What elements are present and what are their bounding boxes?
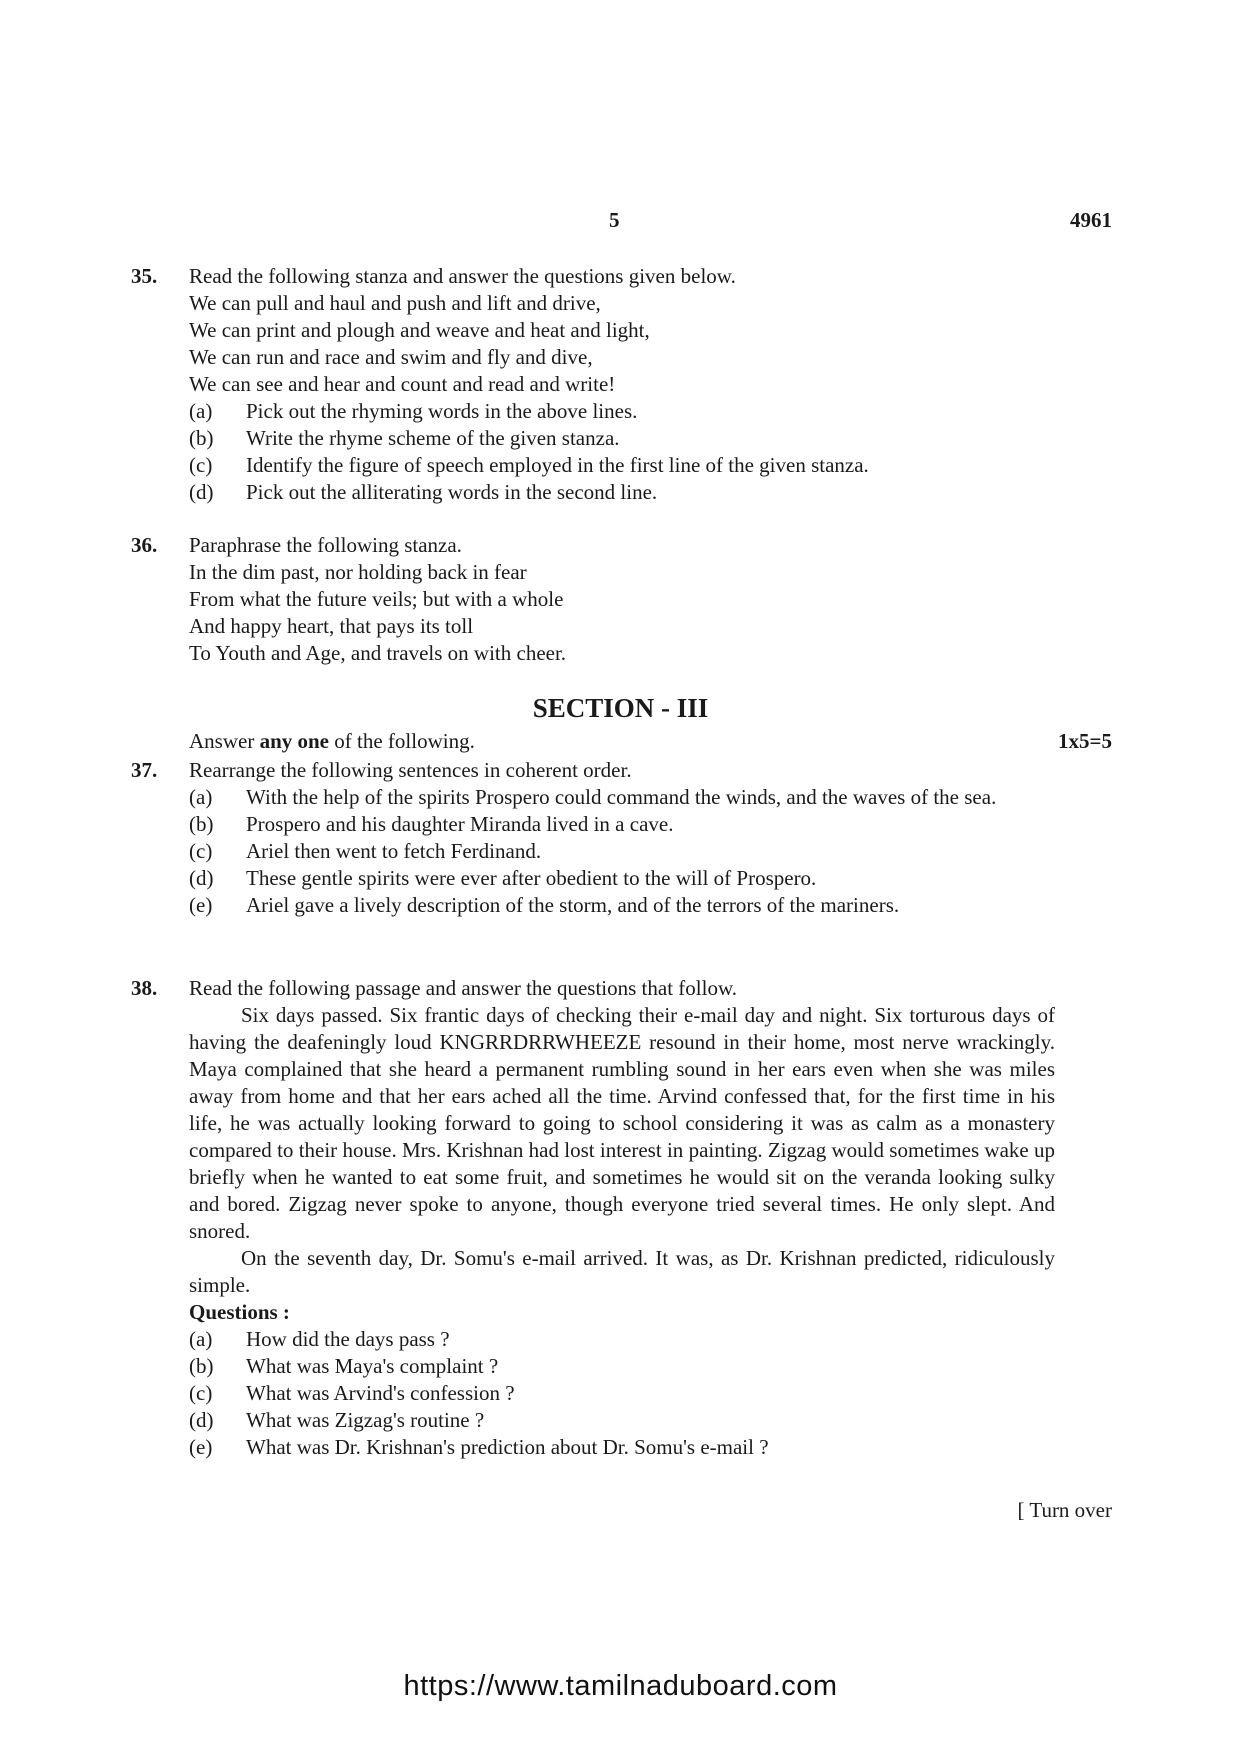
sub-question-text: What was Arvind's confession ? xyxy=(246,1381,515,1405)
paper-code: 4961 xyxy=(1070,208,1112,232)
stanza-line: We can see and hear and count and read and write! xyxy=(189,372,616,396)
sub-question-text: What was Dr. Krishnan's prediction about Dr. Somu's e-mail ? xyxy=(246,1435,769,1459)
sub-question xyxy=(189,1434,1111,1461)
stanza-line: We can pull and haul and push and lift and drive, xyxy=(189,291,601,315)
sub-question-label: (a) xyxy=(189,1327,213,1351)
sub-question-label: (d) xyxy=(189,866,214,890)
question-38 xyxy=(131,975,1111,1461)
sub-question-label: (e) xyxy=(189,893,213,917)
sub-question xyxy=(189,784,1055,811)
page-number: 5 xyxy=(609,208,620,232)
sub-question-label: (c) xyxy=(189,453,213,477)
sub-question-text: What was Zigzag's routine ? xyxy=(246,1408,485,1432)
sub-question xyxy=(189,865,1111,892)
question-number: 36. xyxy=(131,533,158,557)
stanza-line: We can run and race and swim and fly and dive, xyxy=(189,345,593,369)
question-36 xyxy=(131,532,1111,667)
section-title: SECTION - III xyxy=(532,693,709,723)
question-number: 37. xyxy=(131,758,158,782)
sub-question-label: (a) xyxy=(189,399,213,423)
sub-question-text: With the help of the spirits Prospero could command the winds, and the waves of the sea. xyxy=(246,785,997,809)
question-prompt: Read the following stanza and answer the questions given below. xyxy=(189,264,736,288)
section-instruction: Answer any one of the following. xyxy=(189,729,475,753)
sub-question-text: Prospero and his daughter Miranda lived in a cave. xyxy=(246,812,674,836)
sub-question-text: These gentle spirits were ever after obedient to the will of Prospero. xyxy=(246,866,817,890)
sub-question xyxy=(189,1353,1111,1380)
sub-question xyxy=(189,892,1111,919)
sub-question-label: (b) xyxy=(189,812,214,836)
sub-question-text: Pick out the alliterating words in the second line. xyxy=(246,480,658,504)
sub-question xyxy=(189,425,1111,452)
question-prompt: Read the following passage and answer the questions that follow. xyxy=(189,976,738,1000)
sub-question-text: Ariel gave a lively description of the storm, and of the terrors of the mariners. xyxy=(246,893,900,917)
sub-question-label: (d) xyxy=(189,1408,214,1432)
sub-question-label: (d) xyxy=(189,480,214,504)
sub-question-label: (e) xyxy=(189,1435,213,1459)
passage-paragraph: On the seventh day, Dr. Somu's e-mail arrived. It was, as Dr. Krishnan predicted, ridiculously simple. xyxy=(189,1246,1055,1297)
sub-question-label: (a) xyxy=(189,785,213,809)
question-prompt: Paraphrase the following stanza. xyxy=(189,533,462,557)
stanza-line: In the dim past, nor holding back in fear xyxy=(189,560,527,584)
sub-question xyxy=(189,811,1111,838)
stanza-line: To Youth and Age, and travels on with cheer. xyxy=(189,641,567,665)
sub-question-label: (c) xyxy=(189,839,213,863)
sub-question-text: Write the rhyme scheme of the given stanza. xyxy=(246,426,620,450)
sub-question-label: (c) xyxy=(189,1381,213,1405)
stanza-line: We can print and plough and weave and heat and light, xyxy=(189,318,650,342)
passage-paragraph: Six days passed. Six frantic days of checking their e-mail day and night. Six torturous days of having the deafeningly loud KNGRRDRRWHEEZE resound in their home, most nerve wrackingly. Maya complained that she heard a permanent rumbling sound in her ears even when she was miles away from home and that her ears ached all the time. Arvind confessed that, for the first time in his life, he was actually looking forward to going to school considering it was as calm as a monastery compared to their house. Mrs. Krishnan had lost interest in painting. Zigzag would sometimes wake up briefly when he wanted to eat some fruit, and sometimes he would sit on the veranda looking sulky and bored. Zigzag never spoke to anyone, though everyone tried several times. He only slept. And snored. xyxy=(189,1003,1055,1243)
questions-heading: Questions : xyxy=(189,1300,290,1324)
sub-question xyxy=(189,838,1111,865)
question-37 xyxy=(131,757,1111,919)
sub-question-text: Pick out the rhyming words in the above lines. xyxy=(246,399,638,423)
stanza-line: From what the future veils; but with a whole xyxy=(189,587,564,611)
sub-question-text: Identify the figure of speech employed in the first line of the given stanza. xyxy=(246,453,869,477)
sub-question-label: (b) xyxy=(189,426,214,450)
sub-question-text: How did the days pass ? xyxy=(246,1327,450,1351)
question-number: 35. xyxy=(131,264,158,288)
sub-question-text: What was Maya's complaint ? xyxy=(246,1354,499,1378)
question-number: 38. xyxy=(131,976,158,1000)
sub-question xyxy=(189,1380,1111,1407)
sub-question xyxy=(189,1407,1111,1434)
sub-question-label: (b) xyxy=(189,1354,214,1378)
footer-url[interactable]: https://www.tamilnaduboard.com xyxy=(403,1670,838,1702)
sub-question xyxy=(189,479,1111,506)
sub-question xyxy=(189,452,1111,479)
section-marks: 1x5=5 xyxy=(1058,729,1112,753)
sub-question xyxy=(189,1326,1111,1353)
sub-question xyxy=(189,398,1111,425)
question-35 xyxy=(131,263,1111,506)
sub-question-text: Ariel then went to fetch Ferdinand. xyxy=(246,839,542,863)
turn-over-note: [ Turn over xyxy=(1017,1498,1112,1522)
stanza-line: And happy heart, that pays its toll xyxy=(189,614,474,638)
question-prompt: Rearrange the following sentences in coherent order. xyxy=(189,758,632,782)
